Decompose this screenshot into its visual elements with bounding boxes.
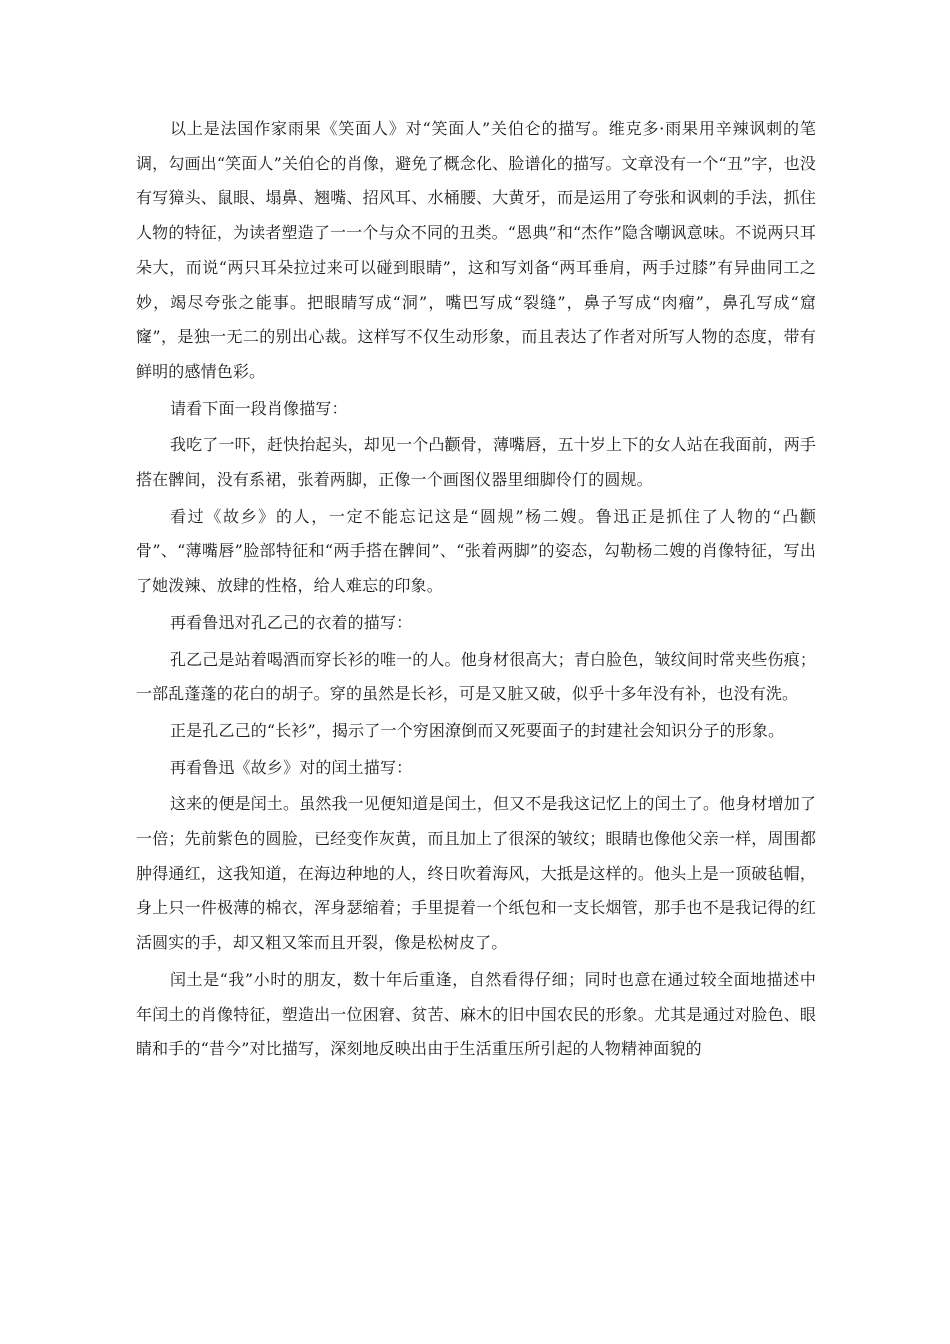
paragraph-7: 正是孔乙己的“长衫”，揭示了一个穷困潦倒而又死要面子的封建社会知识分子的形象。 — [170, 720, 785, 740]
paragraph-2: 请看下面一段肖像描写： — [170, 398, 348, 418]
paragraph-8: 再看鲁迅《故乡》对的闰土描写： — [170, 757, 413, 777]
paragraph-3: 我吃了一吓，赶快抬起头，却见一个凸颧骨，薄嘴唇，五十岁上下的女人站在我面前，两手搭在髀间，没有系裙，张着两脚，正像一个画图仪器里细脚伶仃的圆规。 — [136, 435, 817, 490]
paragraph-9: 这来的便是闰土。虽然我一见便知道是闰土，但又不是我这记忆上的闰土了。他身材增加了一倍；先前紫色的圆脸，已经变作灰黄，而且加上了很深的皱纹；眼睛也像他父亲一样，周围都肿得通红，这我知道，在海边种地的人，终日吹着海风，大抵是这样的。他头上是一顶破毡帽，身上只一件极薄的棉衣，浑身瑟缩着；手里提着一个纸包和一支长烟管，那手也不是我记得的红活圆实的手，却又粗又笨而且开裂，像是松树皮了。 — [136, 794, 817, 953]
paragraph-4: 看过《故乡》的人，一定不能忘记这是“圆规”杨二嫂。鲁迅正是抓住了人物的“凸颧骨”、“薄嘴唇”脸部特征和“两手搭在髀间”、“张着两脚”的姿态，勾勒杨二嫂的肖像特征，写出了她泼辣、放肆的性格，给人难忘的印象。 — [136, 506, 816, 596]
document-page — [136, 112, 816, 1069]
paragraph-6: 孔乙己是站着喝酒而穿长衫的唯一的人。他身材很高大；青白脸色，皱纹间时常夹些伤痕；一部乱蓬蓬的花白的胡子。穿的虽然是长衫，可是又脏又破，似乎十多年没有补，也没有洗。 — [136, 649, 817, 704]
paragraph-5: 再看鲁迅对孔乙己的衣着的描写： — [170, 612, 413, 632]
paragraph-1: 以上是法国作家雨果《笑面人》对“笑面人”关伯仑的描写。维克多·雨果用辛辣讽刺的笔调，勾画出“笑面人”关伯仑的肖像，避免了概念化、脸谱化的描写。文章没有一个“丑”字，也没有写獐头、鼠眼、塌鼻、翘嘴、招风耳、水桶腰、大黄牙，而是运用了夸张和讽刺的手法，抓住人物的特征，为读者塑造了一一个与众不同的丑类。“恩典”和“杰作”隐含嘲讽意味。不说两只耳朵大，而说“两只耳朵拉过来可以碰到眼睛”，这和写刘备“两耳垂肩，两手过膝”有异曲同工之妙，竭尽夸张之能事。把眼睛写成“洞”，嘴巴写成“裂缝”，鼻子写成“肉瘤”，鼻孔写成“窟窿”，是独一无二的别出心裁。这样写不仅生动形象，而且表达了作者对所写人物的态度，带有鲜明的感情色彩。 — [136, 119, 816, 381]
paragraph-10: 闰土是“我”小时的朋友，数十年后重逢，自然看得仔细；同时也意在通过较全面地描述中年闰土的肖像特征，塑造出一位困窘、贫苦、麻木的旧中国农民的形象。尤其是通过对脸色、眼睛和手的“昔今”对比描写，深刻地反映出由于生活重压所引起的人物精神面貌的 — [136, 969, 816, 1059]
